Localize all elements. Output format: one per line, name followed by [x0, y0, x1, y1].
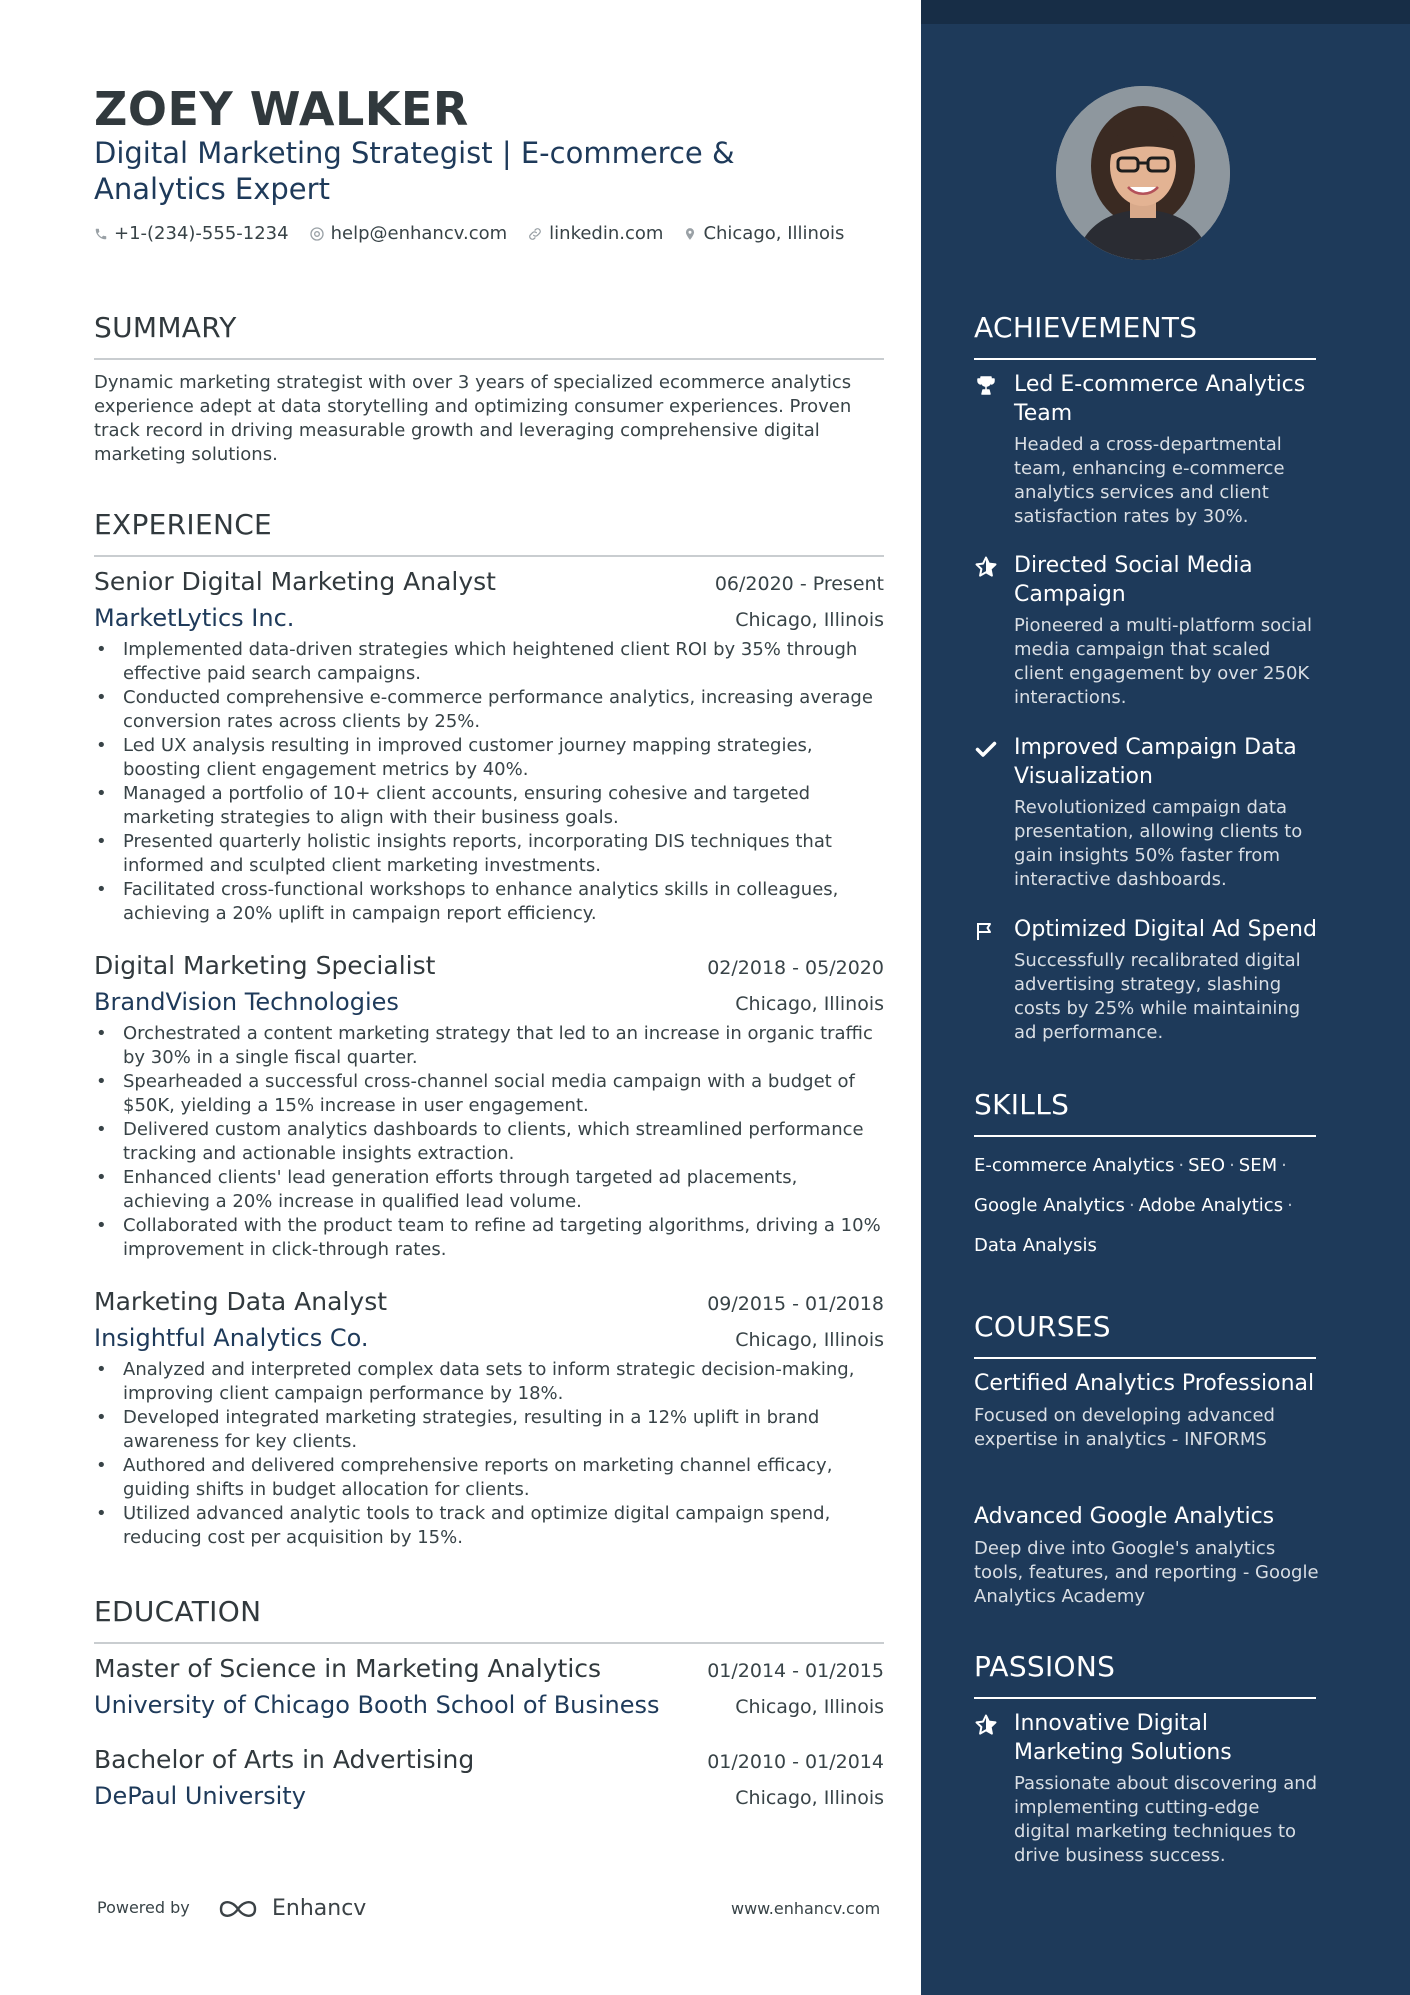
job-bullet: • Delivered custom analytics dashboards to clients, which streamlined performance tracking and actionable insights extraction.: [94, 1118, 884, 1166]
profile-photo-illustration: [1056, 86, 1230, 260]
job-role: Senior Digital Marketing Analyst: [94, 567, 496, 596]
achievement-item: [974, 733, 1319, 892]
skill-tag: E-commerce Analytics: [974, 1155, 1175, 1176]
achievement-item: [974, 370, 1319, 529]
trophy-icon: [974, 374, 998, 398]
course-title: Advanced Google Analytics: [974, 1504, 1275, 1529]
achievement-title: Directed Social Media Campaign: [1014, 553, 1253, 607]
job-entry: [94, 1287, 884, 1550]
at-icon: [309, 226, 325, 242]
education-dates: 01/2014 - 01/2015: [707, 1660, 884, 1682]
summary-divider: [94, 358, 884, 360]
job-bullet: • Presented quarterly holistic insights reports, incorporating DIS techniques that informed and sculpted client marketing investments.: [94, 830, 884, 878]
job-bullet: • Analyzed and interpreted complex data sets to inform strategic decision-making, improving client campaign performance by 18%.: [94, 1358, 884, 1406]
job-company: MarketLytics Inc.: [94, 604, 295, 632]
achievement-item: [974, 551, 1319, 710]
achievement-description: Revolutionized campaign data presentation, allowing clients to gain insights 50% faster from interactive dashboards.: [1014, 797, 1303, 890]
phone-text: +1-(234)-555-1234: [114, 223, 289, 244]
skill-tag: SEO: [1188, 1155, 1226, 1176]
sidebar-top-bar: [921, 0, 1410, 24]
skill-separator: ·: [1128, 1195, 1135, 1216]
skill-separator: ·: [1178, 1155, 1185, 1176]
job-bullet: • Enhanced clients' lead generation efforts through targeted ad placements, achieving a 20% increase in qualified lead volume.: [94, 1166, 884, 1214]
achievements-divider: [974, 358, 1316, 360]
linkedin-text: linkedin.com: [549, 223, 664, 244]
job-bullet: • Conducted comprehensive e-commerce performance analytics, increasing average conversion rates across clients by 25%.: [94, 686, 884, 734]
passion-title: Innovative Digital Marketing Solutions: [1014, 1711, 1232, 1765]
education-entry: [94, 1654, 884, 1719]
enhancv-logo[interactable]: [216, 1896, 366, 1921]
education-degree: Bachelor of Arts in Advertising: [94, 1745, 475, 1774]
courses-heading: COURSES: [974, 1310, 1111, 1343]
achievement-description: Successfully recalibrated digital advertising strategy, slashing costs by 25% while maintaining ad performance.: [1014, 950, 1301, 1043]
contact-email[interactable]: [309, 223, 508, 244]
job-company: Insightful Analytics Co.: [94, 1324, 369, 1352]
candidate-title: Digital Marketing Strategist | E-commerce & Analytics Expert: [94, 136, 735, 206]
job-bullet: • Led UX analysis resulting in improved customer journey mapping strategies, boosting client engagement metrics by 40%.: [94, 734, 884, 782]
summary-text: Dynamic marketing strategist with over 3 years of specialized ecommerce analytics experience adept at data storytelling and optimizing consumer experiences. Proven track record in driving measurable growth and leveraging comprehensive digital marketing solutions.: [94, 372, 852, 465]
location-text: Chicago, Illinois: [703, 223, 845, 244]
job-bullet: • Orchestrated a content marketing strategy that led to an increase in organic traffic by 30% in a single fiscal quarter.: [94, 1022, 884, 1070]
job-bullet: • Managed a portfolio of 10+ client accounts, ensuring cohesive and targeted marketing strategies to align with their business goals.: [94, 782, 884, 830]
passions-heading: PASSIONS: [974, 1650, 1116, 1683]
skill-tag: Data Analysis: [974, 1235, 1097, 1256]
achievement-item: [974, 915, 1319, 1045]
course-item: [974, 1502, 1319, 1609]
candidate-name: ZOEY WALKER: [94, 82, 469, 136]
enhancv-logo-icon: [216, 1897, 264, 1921]
passions-divider: [974, 1697, 1316, 1699]
course-title: Certified Analytics Professional: [974, 1371, 1315, 1396]
job-bullet: • Utilized advanced analytic tools to track and optimize digital campaign spend, reducing cost per acquisition by 15%.: [94, 1502, 884, 1550]
achievement-title: Improved Campaign Data Visualization: [1014, 735, 1297, 789]
contact-phone[interactable]: [94, 223, 289, 244]
location-pin-icon: [683, 226, 697, 242]
contact-bar: [94, 223, 864, 244]
education-location: Chicago, Illinois: [735, 1696, 884, 1718]
powered-by-label: Powered by: [97, 1898, 190, 1917]
job-dates: 06/2020 - Present: [714, 573, 884, 595]
job-role: Marketing Data Analyst: [94, 1287, 388, 1316]
job-dates: 02/2018 - 05/2020: [707, 957, 884, 979]
job-entry: [94, 951, 884, 1262]
job-location: Chicago, Illinois: [735, 609, 884, 631]
phone-icon: [94, 227, 108, 241]
job-bullet: • Developed integrated marketing strategies, resulting in a 12% uplift in brand awareness for key clients.: [94, 1406, 884, 1454]
check-icon: [974, 737, 998, 761]
skills-heading: SKILLS: [974, 1088, 1070, 1121]
email-text: help@enhancv.com: [330, 223, 508, 244]
skill-tag: Google Analytics: [974, 1195, 1125, 1216]
contact-location: [683, 223, 844, 244]
job-bullet: • Authored and delivered comprehensive reports on marketing channel efficacy, guiding shifts in budget allocation for clients.: [94, 1454, 884, 1502]
footer-url[interactable]: www.enhancv.com: [731, 1899, 881, 1918]
job-bullet: • Implemented data-driven strategies which heightened client ROI by 35% through effective paid search campaigns.: [94, 638, 884, 686]
job-bullet: • Collaborated with the product team to refine ad targeting algorithms, driving a 10% improvement in click-through rates.: [94, 1214, 884, 1262]
job-entry: [94, 567, 884, 926]
achievement-title: Led E-commerce Analytics Team: [1014, 372, 1306, 426]
course-description: Deep dive into Google's analytics tools, features, and reporting - Google Analytics Academy: [974, 1538, 1319, 1607]
experience-divider: [94, 555, 884, 557]
achievement-title: Optimized Digital Ad Spend: [1014, 917, 1317, 942]
courses-divider: [974, 1357, 1316, 1359]
skill-tag: SEM: [1238, 1155, 1278, 1176]
education-divider: [94, 1642, 884, 1644]
flag-icon: [974, 919, 998, 943]
job-bullet: • Facilitated cross-functional workshops to enhance analytics skills in colleagues, achieving a 20% uplift in campaign report efficiency.: [94, 878, 884, 926]
skill-separator: ·: [1281, 1155, 1287, 1176]
education-entry: [94, 1745, 884, 1810]
summary-heading: SUMMARY: [94, 311, 237, 344]
enhancv-logo-text: Enhancv: [272, 1896, 367, 1921]
achievement-description: Headed a cross-departmental team, enhancing e-commerce analytics services and client satisfaction rates by 30%.: [1014, 434, 1285, 527]
job-bullets: [94, 638, 884, 926]
experience-heading: EXPERIENCE: [94, 508, 273, 541]
skill-separator: ·: [1287, 1195, 1293, 1216]
skill-tag: Adobe Analytics: [1138, 1195, 1284, 1216]
job-location: Chicago, Illinois: [735, 993, 884, 1015]
education-school: DePaul University: [94, 1782, 306, 1810]
education-degree: Master of Science in Marketing Analytics: [94, 1654, 602, 1683]
link-icon: [527, 226, 543, 242]
education-heading: EDUCATION: [94, 1595, 262, 1628]
achievement-description: Pioneered a multi-platform social media campaign that scaled client engagement by over 250K interactions.: [1014, 615, 1313, 708]
job-company: BrandVision Technologies: [94, 988, 399, 1016]
profile-photo: [1056, 86, 1230, 260]
job-bullet: • Spearheaded a successful cross-channel social media campaign with a budget of $50K, yielding a 15% increase in user engagement.: [94, 1070, 884, 1118]
job-dates: 09/2015 - 01/2018: [707, 1293, 884, 1315]
education-location: Chicago, Illinois: [735, 1787, 884, 1809]
job-role: Digital Marketing Specialist: [94, 951, 436, 980]
course-item: [974, 1369, 1319, 1452]
passion-item: [974, 1709, 1319, 1868]
star-icon: [974, 1713, 998, 1737]
education-dates: 01/2010 - 01/2014: [707, 1751, 884, 1773]
job-bullets: [94, 1022, 884, 1262]
skills-divider: [974, 1135, 1316, 1137]
star-icon: [974, 555, 998, 579]
passion-description: Passionate about discovering and implementing cutting-edge digital marketing techniques to drive business success.: [1014, 1773, 1318, 1866]
job-location: Chicago, Illinois: [735, 1329, 884, 1351]
skill-separator: ·: [1229, 1155, 1235, 1176]
education-school: University of Chicago Booth School of Business: [94, 1691, 660, 1719]
skills-list: [974, 1146, 1319, 1266]
achievements-heading: ACHIEVEMENTS: [974, 311, 1198, 344]
job-bullets: [94, 1358, 884, 1550]
contact-linkedin[interactable]: [527, 223, 663, 244]
course-description: Focused on developing advanced expertise in analytics - INFORMS: [974, 1405, 1275, 1450]
